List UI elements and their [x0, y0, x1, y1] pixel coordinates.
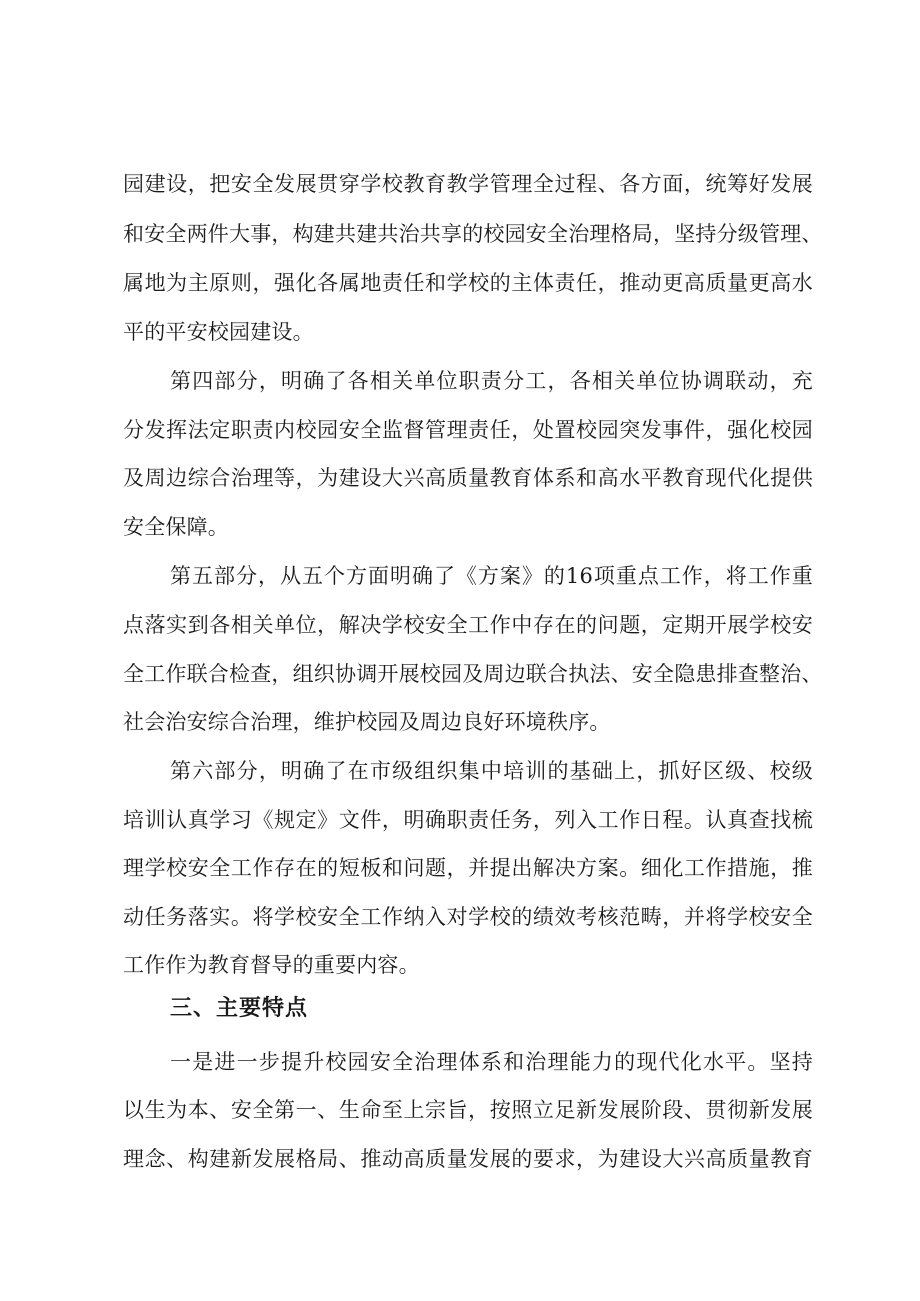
text-line: 分发挥法定职责内校园安全监督管理责任，处置校园突发事件，强化校园 — [123, 418, 813, 442]
text-line: 理学校安全工作存在的短板和问题，并提出解决方案。细化工作措施，推 — [123, 856, 813, 880]
text-line: 第六部分，明确了在市级组织集中培训的基础上，抓好区级、校级 — [170, 759, 813, 783]
text-line: 及周边综合治理等，为建设大兴高质量教育体系和高水平教育现代化提供 — [123, 466, 813, 490]
text-line: 全工作联合检查，组织协调开展校园及周边联合执法、安全隐患排查整治、 — [123, 662, 823, 686]
text-line: 培训认真学习《规定》文件，明确职责任务，列入工作日程。认真查找梳 — [123, 808, 813, 832]
text-line: 工作作为教育督导的重要内容。 — [123, 953, 420, 977]
text-line: 园建设，把安全发展贯穿学校教育教学管理全过程、各方面，统筹好发展 — [123, 172, 813, 196]
text-line: 点落实到各相关单位，解决学校安全工作中存在的问题，定期开展学校安 — [123, 613, 813, 637]
text-line: 动任务落实。将学校安全工作纳入对学校的绩效考核范畴，并将学校安全 — [123, 905, 813, 929]
text-line: 第四部分，明确了各相关单位职责分工，各相关单位协调联动，充 — [170, 369, 813, 393]
text-line: 平的平安校园建设。 — [123, 320, 314, 344]
text-line: 第五部分，从五个方面明确了《方案》的16项重点工作，将工作重 — [170, 564, 813, 588]
text-line: 属地为主原则，强化各属地责任和学校的主体责任，推动更高质量更高水 — [123, 271, 813, 295]
text-line: 以生为本、安全第一、生命至上宗旨，按照立足新发展阶段、贯彻新发展 — [123, 1098, 813, 1122]
text-line: 和安全两件大事，构建共建共治共享的校园安全治理格局，坚持分级管理、 — [123, 222, 823, 246]
text-line: 社会治安综合治理，维护校园及周边良好环境秩序。 — [123, 710, 611, 734]
section-heading: 三、主要特点 — [170, 996, 309, 1021]
text-line: 一是进一步提升校园安全治理体系和治理能力的现代化水平。坚持 — [170, 1050, 813, 1074]
text-line: 安全保障。 — [123, 515, 229, 539]
text-line: 理念、构建新发展格局、推动高质量发展的要求，为建设大兴高质量教育 — [123, 1147, 813, 1171]
